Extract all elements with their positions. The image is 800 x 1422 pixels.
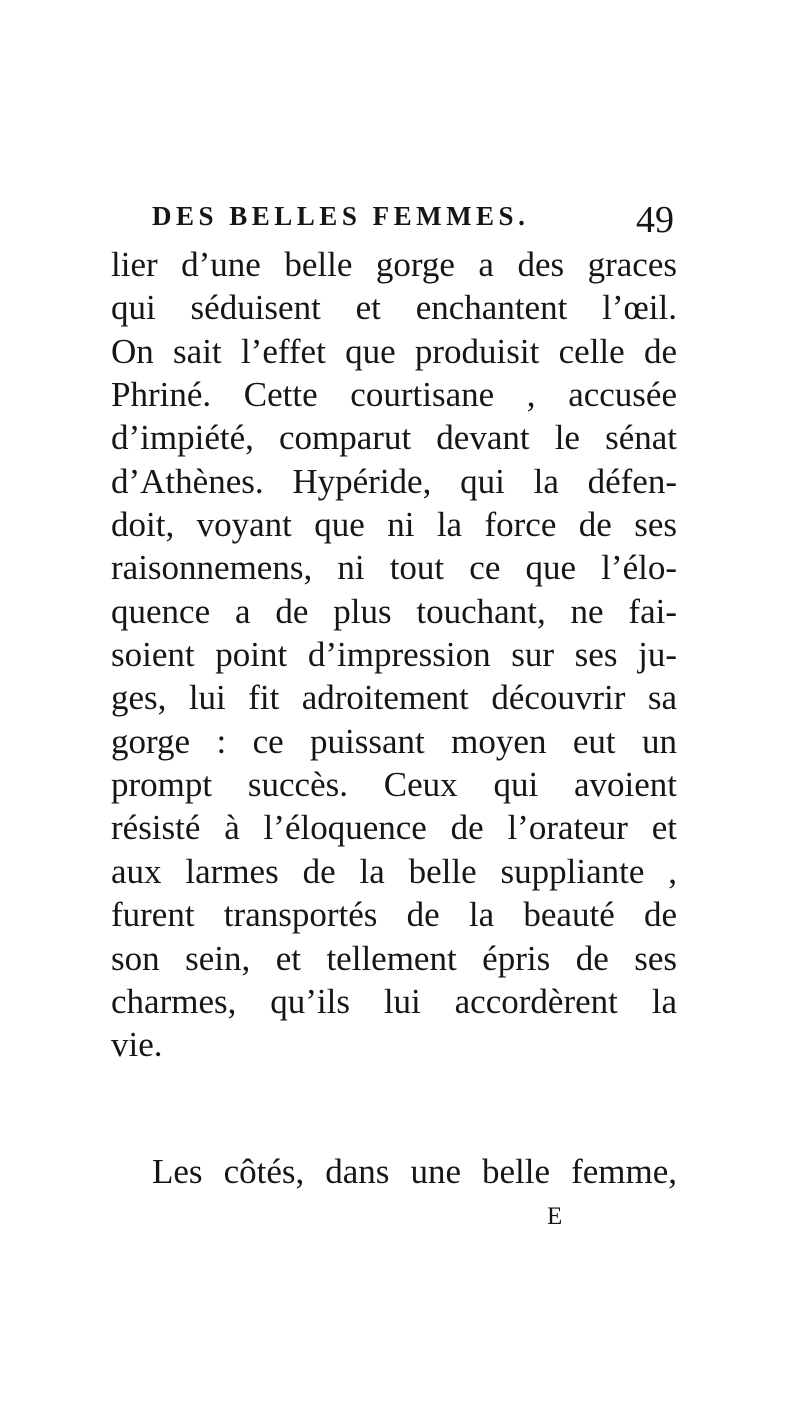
page-number: 49 (636, 199, 674, 241)
text-line: quence a de plus touchant, ne fai- (111, 591, 677, 631)
running-head (152, 196, 682, 244)
text-line: charmes, qu’ils lui accordèrent la (111, 981, 677, 1021)
text-line: Phriné. Cette courtisane , accusée (111, 375, 677, 415)
text-line: gorge : ce puissant moyen eut un (111, 721, 677, 761)
text-line: furent transportés de la beauté de (111, 895, 677, 935)
running-title: DES BELLES FEMMES. (152, 201, 530, 231)
text-line: On sait l’effet que produisit celle de (111, 331, 677, 371)
text-line: soient point d’impression sur ses ju- (111, 635, 677, 675)
text-line: résisté à l’éloquence de l’orateur et (111, 808, 677, 848)
text-line: lier d’une belle gorge a des graces (111, 245, 677, 284)
text-line: d’impiété, comparut devant le sénat (111, 418, 677, 458)
text-line: prompt succès. Ceux qui avoient (111, 765, 677, 805)
text-line-last: vie. (111, 1025, 163, 1065)
text-line: son sein, et tellement épris de ses (111, 938, 677, 978)
next-paragraph-start: Les côtés, dans une belle femme, (152, 1152, 677, 1191)
text-line: d’Athènes. Hypéride, qui la défen- (111, 461, 677, 501)
text-line: doit, voyant que ni la force de ses (111, 505, 677, 545)
body-text (111, 243, 677, 1067)
signature-mark: E (547, 1203, 563, 1230)
text-line: ges, lui fit adroitement découvrir sa (111, 678, 677, 718)
text-line: qui séduisent et enchantent l’œil. (111, 288, 677, 328)
text-line: aux larmes de la belle suppliante , (111, 851, 677, 891)
text-line: raisonnemens, ni tout ce que l’élo- (111, 548, 677, 588)
